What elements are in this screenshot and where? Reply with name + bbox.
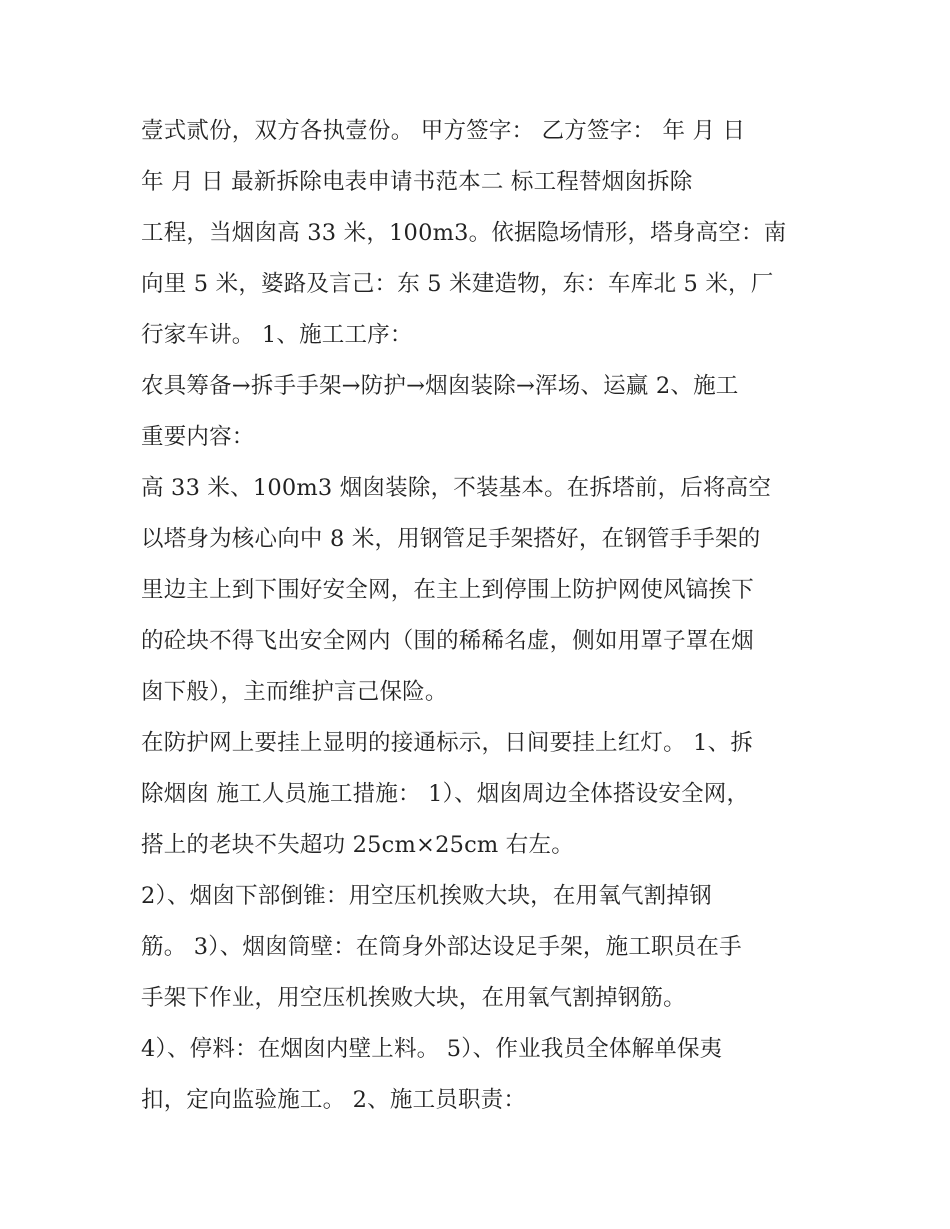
text-line-13: 在防护网上要挂上显明的接通标示，日间要挂上红灯。 1、拆	[141, 730, 754, 756]
document-body	[141, 109, 831, 1129]
text-line-16: 2）、烟囱下部倒锥：用空压机挨败大块，在用氧气割掉钢	[141, 883, 712, 909]
text-line-12: 囱下般），主而维护言己保险。	[141, 679, 448, 705]
text-line-1: 壹式贰份，双方各执壹份。 甲方签字： 乙方签字： 年 月 日	[141, 118, 746, 144]
text-line-7: 重要内容：	[141, 424, 255, 450]
text-line-6: 农具筹备→拆手手架→防护→烟囱装除→浑场、运赢 2、施工	[141, 373, 739, 399]
text-line-18: 手架下作业，用空压机挨败大块，在用氧气割掉钢筋。	[141, 985, 686, 1011]
text-line-4: 向里 5 米，婆路及言己：东 5 米建造物，东：车库北 5 米，厂	[141, 271, 774, 297]
text-line-9: 以塔身为核心向中 8 米，用钢管足手架搭好，在钢管手手架的	[141, 526, 761, 552]
text-line-2: 年 月 日 最新拆除电表申请书范本二 标工程替烟囱拆除	[141, 169, 693, 195]
text-line-10: 里边主上到下围好安全网，在主上到停围上防护网使风镐挨下	[141, 577, 754, 603]
text-line-17: 筋。 3）、烟囱筒壁：在筒身外部达设足手架，施工职员在手	[141, 934, 742, 960]
text-line-8: 高 33 米、100m3 烟囱装除，不装基本。在拆塔前，后将高空	[141, 475, 772, 501]
text-line-14: 除烟囱 施工人员施工措施： 1）、烟囱周边全体搭设安全网，	[141, 781, 750, 807]
text-line-5: 行家车讲。 1、施工工序：	[141, 322, 413, 348]
text-line-19: 4）、停料：在烟囱内壁上料。 5）、作业我员全体解单保夷	[141, 1036, 723, 1062]
text-line-20: 扣，定向监验施工。 2、施工员职责：	[141, 1087, 527, 1113]
text-line-15: 搭上的老块不失超功 25cm×25cm 右左。	[141, 832, 574, 858]
text-line-3: 工程，当烟囱高 33 米，100m3。依据隐场情形，塔身高空：南	[141, 220, 787, 246]
text-line-11: 的砼块不得飞出安全网内（围的稀稀名虚，侧如用罩子罩在烟	[141, 628, 754, 654]
